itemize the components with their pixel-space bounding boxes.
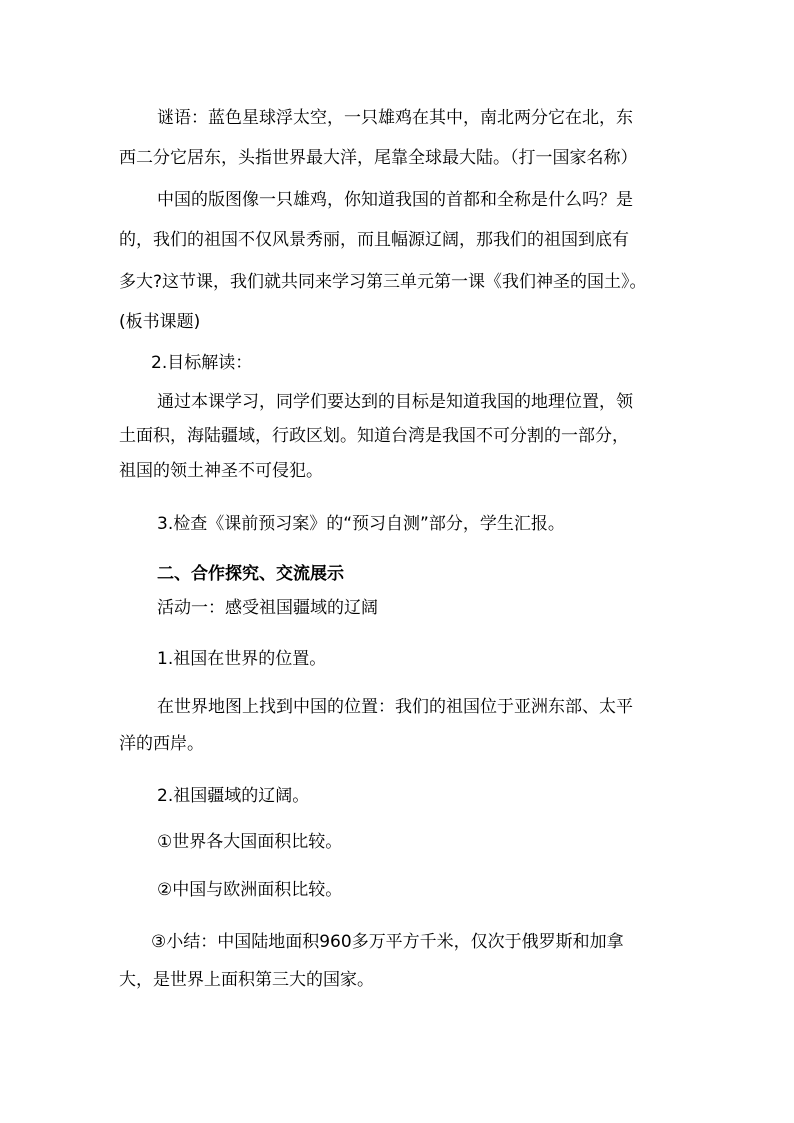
intro-line-3: 多大?这节课，我们就共同来学习第三单元第一课《我们神圣的国土》。 [119, 272, 647, 292]
territory-heading: 2.祖国疆域的辽阔。 [157, 786, 310, 806]
position-line-1: 在世界地图上找到中国的位置：我们的祖国位于亚洲东部、太平 [157, 697, 633, 717]
position-heading: 1.祖国在世界的位置。 [157, 649, 327, 669]
section-goal-interpretation: 2.目标解读： [151, 353, 253, 373]
intro-line-4: (板书课题) [119, 312, 201, 332]
goal-line-2: 土面积，海陆疆域，行政区划。知道台湾是我国不可分割的一部分， [119, 426, 629, 446]
riddle-line-2: 西二分它居东，头指世界最大洋，尾靠全球最大陆。（打一国家名称） [119, 148, 638, 168]
intro-line-2: 的，我们的祖国不仅风景秀丽，而且幅源辽阔，那我们的祖国到底有 [119, 230, 629, 250]
section-cooperation-heading: 二、合作探究、交流展示 [157, 564, 344, 584]
summary-line-2: 大，是世界上面积第三大的国家。 [119, 970, 374, 990]
goal-line-3: 祖国的领土神圣不可侵犯。 [119, 461, 323, 481]
summary-line-1: ③小结：中国陆地面积960多万平方千米，仅次于俄罗斯和加拿 [151, 932, 624, 952]
activity-one-title: 活动一：感受祖国疆域的辽阔 [157, 598, 378, 618]
comparison-item-2: ②中国与欧洲面积比较。 [157, 880, 343, 900]
position-line-2: 洋的西岸。 [119, 734, 204, 754]
intro-line-1: 中国的版图像一只雄鸡，你知道我国的首都和全称是什么吗？是 [157, 190, 633, 210]
riddle-line-1: 谜语：蓝色星球浮太空，一只雄鸡在其中，南北两分它在北，东 [157, 108, 633, 128]
preview-check: 3.检查《课前预习案》的“预习自测”部分，学生汇报。 [157, 514, 565, 534]
goal-line-1: 通过本课学习，同学们要达到的目标是知道我国的地理位置，领 [157, 392, 633, 412]
comparison-item-1: ①世界各大国面积比较。 [157, 832, 343, 852]
